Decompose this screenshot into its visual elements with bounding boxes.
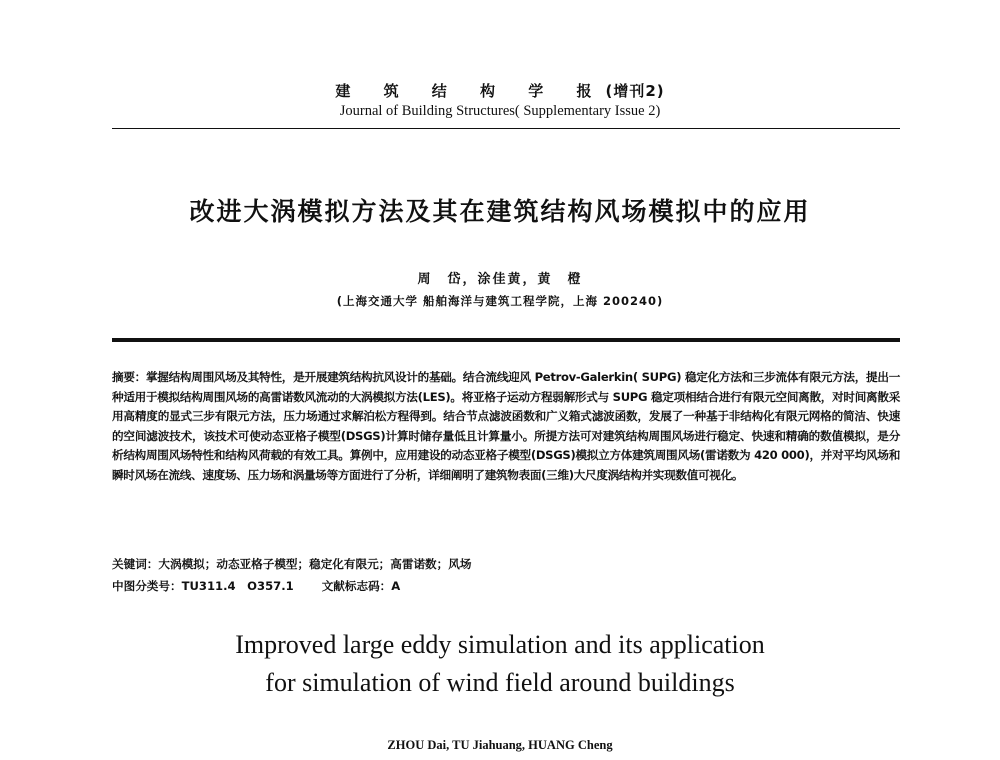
- abstract-text: 掌握结构周围风场及其特性，是开展建筑结构抗风设计的基础。结合流线迎风 Petrov-Galerkin( SUPG) 稳定化方法和三步流体有限元方法，提出一种适用于模拟结构周围风场的高雷诺数风流动的大涡模拟方法(LES)。将亚格子运动方程弱解形式与 SUPG 稳定项相结合进行有限元空间离散，对时间离散采用高精度的显式三步有限元方法，压力场通过求解泊松方程得到。结合节点滤波函数和广义箱式滤波函数，发展了一种基于非结构化有限元网格的简洁、快速的空间滤波技术，该技术可使动态亚格子模型(DSGS)计算时储存量低且计算量小。所提方法可对建筑结构周围风场进行稳定、快速和精确的数值模拟，是分析结构周围风场特性和结构风荷载的有效工具。算例中，应用建设的动态亚格子模型(DSGS)模拟立方体建筑周围风场(雷诺数为 420 000)，并对平均风场和瞬时风场在流线、速度场、压力场和涡量场等方面进行了分析，详细阐明了建筑物表面(三维)大尺度涡结构并实现数值可视化。: [112, 370, 900, 482]
- authors-cn: 周 岱，涂佳黄，黄 橙: [417, 272, 583, 287]
- abstract: [112, 368, 900, 485]
- header-divider: [112, 128, 900, 129]
- doc-code-label: 文献标志码：: [321, 579, 392, 593]
- doc-code-value: A: [391, 579, 401, 593]
- paper-title-cn: 改进大涡模拟方法及其在建筑结构风场模拟中的应用: [189, 197, 811, 226]
- journal-title-cn: 建 筑 结 构 学 报: [335, 82, 606, 100]
- journal-name-en: Journal of Building Structures( Supplementary Issue 2): [339, 103, 661, 119]
- abstract-label: 摘要：: [112, 370, 146, 384]
- affiliation-cn: (上海交通大学 船舶海洋与建筑工程学院，上海 200240): [336, 294, 664, 308]
- classification-value: TU311.4 O357.1: [181, 579, 294, 593]
- title-en-line2: for simulation of wind field around buildings: [265, 668, 735, 697]
- journal-name-cn: [0, 80, 1000, 101]
- keywords: [112, 556, 900, 572]
- title-divider: [112, 338, 900, 342]
- keywords-text: 大涡模拟；动态亚格子模型；稳定化有限元；高雷诺数；风场: [158, 557, 472, 571]
- title-en-line1: Improved large eddy simulation and its application: [235, 630, 765, 659]
- authors-en: ZHOU Dai, TU Jiahuang, HUANG Cheng: [387, 738, 613, 752]
- classification: [112, 578, 900, 594]
- journal-issue-cn: (增刊2): [605, 82, 665, 100]
- classification-label: 中图分类号：: [112, 579, 182, 593]
- paper-title-en: [0, 626, 1000, 702]
- keywords-label: 关键词：: [112, 557, 159, 571]
